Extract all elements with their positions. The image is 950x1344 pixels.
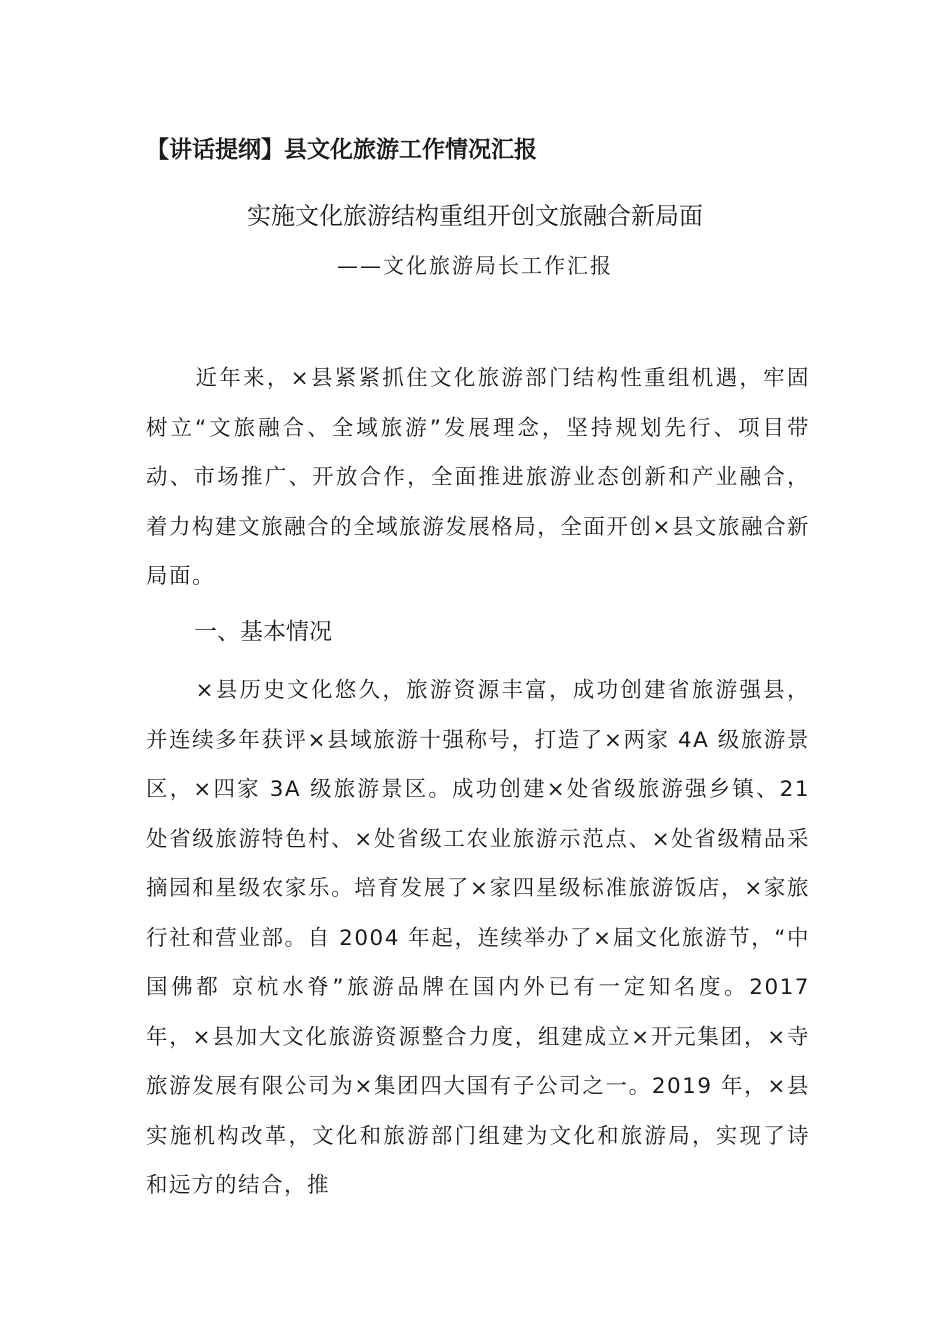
section-heading-basic-situation: 一、基本情况 — [194, 619, 332, 645]
basic-situation-paragraph: ×县历史文化悠久，旅游资源丰富，成功创建省旅游强县，并连续多年获评×县域旅游十强称号，打造了×两家 4A 级旅游景区，×四家 3A 级旅游景区。成功创建×处省级旅游强乡镇、21 处省级旅游特色村、×处省级工农业旅游示范点、×处省级精品采摘园和星级农家乐。培育发展了×家四星级标准旅游饭店，×家旅行社和营业部。自 2004 年起，连续举办了×届文化旅游节，“中国佛都 京杭水脊”旅游品牌在国内外已有一定知名度。2017 年，×县加大文化旅游资源整合力度，组建成立×开元集团，×寺旅游发展有限公司为×集团四大国有子公司之一。2019 年，×县实施机构改革，文化和旅游部门组建为文化和旅游局，实现了诗和远方的结合，推 — [146, 678, 810, 1198]
document-subtitle: ——文化旅游局长工作汇报 — [337, 254, 613, 278]
intro-paragraph: 近年来，×县紧紧抓住文化旅游部门结构性重组机遇，牢固树立“文旅融合、全域旅游”发展理念，坚持规划先行、项目带动、市场推广、开放合作，全面推进旅游业态创新和产业融合，着力构建文旅融合的全域旅游发展格局，全面开创×县文旅融合新局面。 — [146, 366, 810, 589]
document-title: 实施文化旅游结构重组开创文旅融合新局面 — [247, 202, 703, 230]
document-heading: 【讲话提纲】县文化旅游工作情况汇报 — [146, 137, 537, 163]
